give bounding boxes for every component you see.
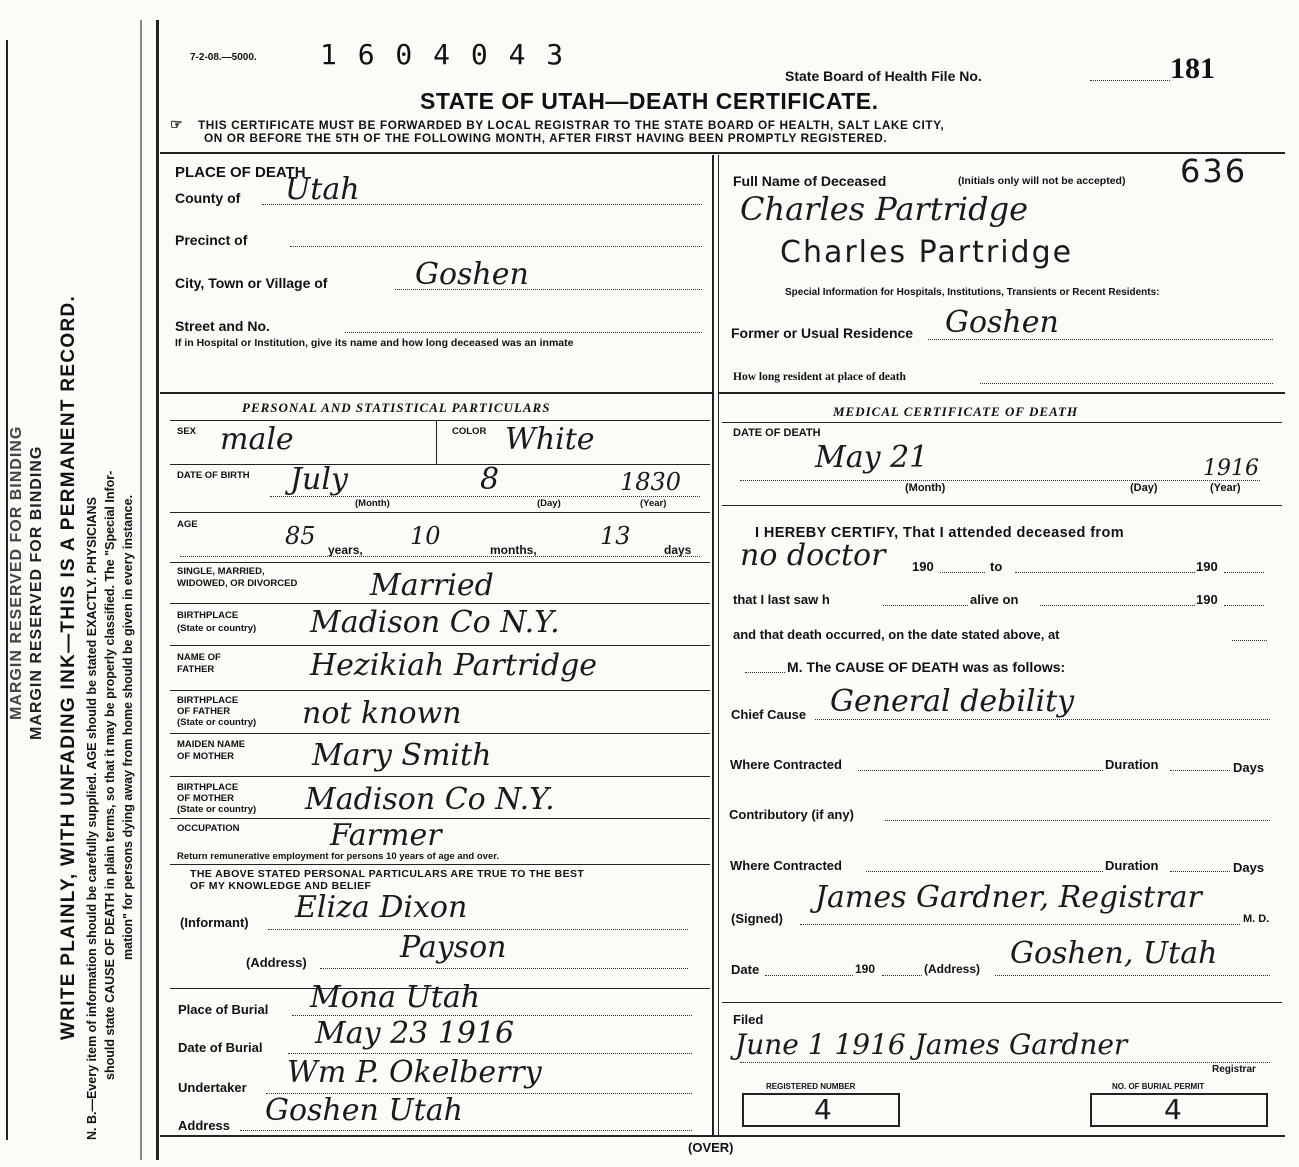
registered-number-label: REGISTERED NUMBER xyxy=(766,1082,856,1091)
dob-year-caption: (Year) xyxy=(640,498,667,509)
mother-label-1: MAIDEN NAME xyxy=(177,739,246,750)
section-rule xyxy=(718,392,1285,394)
to-year: 190 xyxy=(1196,559,1218,574)
precinct-label: Precinct of xyxy=(175,232,248,248)
stamp-number: 1 6 0 4 0 4 3 xyxy=(320,38,566,71)
dob-day-caption: (Day) xyxy=(537,498,561,509)
mother-value: Mary Smith xyxy=(312,738,492,773)
row-rule xyxy=(170,776,710,777)
days-label: Days xyxy=(1233,760,1265,775)
father-value: Hezikiah Partridge xyxy=(310,648,598,683)
father-label-2: FATHER xyxy=(177,664,215,675)
nb-note-3: mation" for persons dying away from home should be given in every instance. xyxy=(121,494,135,960)
alive-on-label: alive on xyxy=(970,592,1019,607)
mother-label-2: OF MOTHER xyxy=(177,751,234,762)
death-day-caption: (Day) xyxy=(1130,482,1158,494)
father-bp-label-1: BIRTHPLACE xyxy=(177,695,239,706)
instruction-line-1: THIS CERTIFICATE MUST BE FORWARDED BY LOCAL REGISTRAR TO THE STATE BOARD OF HEALTH, SALT LAKE CITY, xyxy=(198,118,945,132)
burial-permit-value: 4 xyxy=(1164,1093,1184,1126)
date-year: 190 xyxy=(855,962,876,976)
city-value: Goshen xyxy=(415,257,529,292)
months-label: months, xyxy=(490,543,537,557)
how-long-label: How long resident at place of death xyxy=(733,371,906,383)
birthplace-value: Madison Co N.Y. xyxy=(310,605,560,640)
section-rule xyxy=(160,392,712,394)
age-months: 10 xyxy=(410,522,441,550)
margin-rule xyxy=(140,20,142,1160)
from-year: 190 xyxy=(912,559,934,574)
informant-address-label: (Address) xyxy=(246,955,307,970)
hospital-note: If in Hospital or Institution, give its name and how long deceased was an inmate xyxy=(175,337,574,349)
last-saw-label: that I last saw h xyxy=(733,592,830,607)
filed-value: June 1 1916 James Gardner xyxy=(735,1028,1128,1061)
dob-month-caption: (Month) xyxy=(355,498,390,509)
file-number: 181 xyxy=(1170,52,1215,85)
mother-bp-value: Madison Co N.Y. xyxy=(305,782,555,817)
row-rule xyxy=(170,512,710,513)
attest-line-1: THE ABOVE STATED PERSONAL PARTICULARS ARE TRUE TO THE BEST xyxy=(190,868,585,880)
dob-year: 1830 xyxy=(620,468,682,496)
row-rule xyxy=(170,464,710,465)
residence-label: Former or Usual Residence xyxy=(731,325,914,341)
form-left-border xyxy=(156,20,159,1160)
binding-note: MARGIN RESERVED FOR BINDING xyxy=(28,445,45,740)
birthplace-label: BIRTHPLACE xyxy=(177,610,239,621)
filed-label: Filed xyxy=(733,1012,764,1027)
marital-value: Married xyxy=(370,568,494,603)
county-label: County of xyxy=(175,190,241,206)
row-rule xyxy=(170,690,710,691)
address-label: (Address) xyxy=(924,962,981,976)
dob-month: July xyxy=(290,462,348,497)
hand-pointer-icon: ☞ xyxy=(170,116,183,132)
burial-date-value: May 23 1916 xyxy=(315,1016,515,1051)
form-top-rule xyxy=(160,152,1285,154)
date-label: Date xyxy=(731,962,760,977)
full-name-note: (Initials only will not be accepted) xyxy=(958,175,1126,187)
attending-doctor: no doctor xyxy=(740,538,886,573)
county-value: Utah xyxy=(285,172,360,207)
death-year: 1916 xyxy=(1203,456,1259,481)
file-label: State Board of Health File No. xyxy=(785,68,982,84)
binding-note: MARGIN RESERVED FOR BINDING xyxy=(8,425,25,720)
age-years: 85 xyxy=(285,522,316,550)
city-label: City, Town or Village of xyxy=(175,275,328,291)
burial-place-label: Place of Burial xyxy=(178,1002,269,1017)
marital-label-1: SINGLE, MARRIED, xyxy=(177,566,265,577)
medical-section-title: MEDICAL CERTIFICATE OF DEATH xyxy=(833,404,1079,419)
dob-day: 8 xyxy=(480,462,500,497)
row-rule xyxy=(170,733,710,734)
years-label: years, xyxy=(328,543,363,557)
burial-place-value: Mona Utah xyxy=(310,980,481,1015)
residence-value: Goshen xyxy=(945,305,1059,340)
father-bp-value: not known xyxy=(302,696,462,731)
certify-line: I HEREBY CERTIFY, That I attended deceased from xyxy=(755,525,1125,541)
occurred-label: and that death occurred, on the date stated above, at xyxy=(733,627,1060,642)
days-label: days xyxy=(664,543,692,557)
place-of-death-label: PLACE OF DEATH xyxy=(175,164,306,181)
burial-permit-box xyxy=(1090,1093,1268,1127)
special-info-label: Special Information for Hospitals, Institutions, Transients or Recent Residents: xyxy=(785,287,1160,298)
days-label-2: Days xyxy=(1233,860,1265,875)
age-days: 13 xyxy=(600,522,631,550)
death-year-caption: (Year) xyxy=(1210,482,1241,494)
row-rule xyxy=(170,645,710,646)
registrar-label: Registrar xyxy=(1212,1064,1256,1075)
row-rule xyxy=(170,420,710,421)
occupation-value: Farmer xyxy=(330,818,442,853)
where-contracted-label-2: Where Contracted xyxy=(730,858,842,873)
sex-value: male xyxy=(220,422,294,457)
nb-note-2: should state CAUSE OF DEATH in plain terms, so that it may be properly classified. The "Special Infor- xyxy=(103,470,117,1080)
center-divider xyxy=(712,155,714,1135)
street-label: Street and No. xyxy=(175,318,270,334)
registered-number-value: 4 xyxy=(814,1093,834,1126)
personal-section-title: PERSONAL AND STATISTICAL PARTICULARS xyxy=(242,400,551,415)
burial-date-label: Date of Burial xyxy=(178,1040,263,1055)
signed-label: (Signed) xyxy=(731,911,783,926)
mother-bp-label-2: OF MOTHER xyxy=(177,793,234,804)
form-bottom-rule xyxy=(160,1135,1285,1137)
full-name-label: Full Name of Deceased xyxy=(733,173,887,189)
mother-bp-label-1: BIRTHPLACE xyxy=(177,782,239,793)
row-rule xyxy=(722,1002,1282,1003)
to-label: to xyxy=(990,559,1003,574)
occupation-label: OCCUPATION xyxy=(177,823,240,834)
cell-divider xyxy=(436,421,437,465)
burial-permit-label: NO. OF BURIAL PERMIT xyxy=(1112,1082,1205,1091)
duration-label: Duration xyxy=(1105,757,1159,772)
marital-label-2: WIDOWED, OR DIVORCED xyxy=(177,578,298,589)
date-of-death-label: DATE OF DEATH xyxy=(733,427,821,439)
cause-intro: M. The CAUSE OF DEATH was as follows: xyxy=(787,659,1066,675)
attest-line-2: OF MY KNOWLEDGE AND BELIEF xyxy=(190,880,372,892)
color-label: COLOR xyxy=(452,426,487,437)
dob-label: DATE OF BIRTH xyxy=(177,470,250,481)
local-number: 636 xyxy=(1180,152,1248,190)
undertaker-label: Undertaker xyxy=(178,1080,247,1095)
row-rule xyxy=(170,864,710,865)
mother-bp-label-3: (State or country) xyxy=(177,804,257,815)
center-divider xyxy=(718,155,719,1135)
deceased-name-print: Charles Partridge xyxy=(780,235,1074,270)
form-code: 7-2-08.—5000. xyxy=(190,52,257,63)
md-suffix: M. D. xyxy=(1243,913,1270,925)
chief-cause-label: Chief Cause xyxy=(731,707,807,722)
death-month-caption: (Month) xyxy=(905,482,946,494)
page-title: STATE OF UTAH—DEATH CERTIFICATE. xyxy=(420,88,879,114)
row-rule xyxy=(170,603,710,604)
chief-cause-value: General debility xyxy=(830,684,1075,719)
certifier-address: Goshen, Utah xyxy=(1010,936,1218,971)
instruction-line-2: ON OR BEFORE THE 5TH OF THE FOLLOWING MONTH, AFTER FIRST HAVING BEEN PROMPTLY REGISTERED. xyxy=(204,131,888,145)
row-rule xyxy=(722,422,1282,423)
row-rule xyxy=(170,562,710,563)
over-note: (OVER) xyxy=(688,1140,734,1155)
row-rule xyxy=(722,505,1282,506)
undertaker-address-label: Address xyxy=(178,1118,231,1133)
nb-note-1: N. B.—Every item of information should be carefully supplied. AGE should be stated EXACTLY. PHYSICIANS xyxy=(85,497,99,1140)
undertaker-address-value: Goshen Utah xyxy=(265,1093,463,1128)
father-label-1: NAME OF xyxy=(177,652,221,663)
signed-value: James Gardner, Registrar xyxy=(815,880,1202,915)
informant-label: (Informant) xyxy=(180,915,249,930)
father-bp-label-3: (State or country) xyxy=(177,717,257,728)
alive-year: 190 xyxy=(1196,592,1218,607)
death-month-day: May 21 xyxy=(815,440,929,475)
permanent-record-note: WRITE PLAINLY, WITH UNFADING INK—THIS IS A PERMANENT RECORD. xyxy=(58,294,79,1040)
deceased-name-script: Charles Partridge xyxy=(740,190,1028,228)
informant-value: Eliza Dixon xyxy=(295,890,468,925)
father-bp-label-2: OF FATHER xyxy=(177,706,231,717)
color-value: White xyxy=(505,422,595,457)
occupation-note: Return remunerative employment for persons 10 years of age and over. xyxy=(177,851,500,862)
duration-label-2: Duration xyxy=(1105,858,1159,873)
where-contracted-label: Where Contracted xyxy=(730,757,842,772)
birthplace-sub: (State or country) xyxy=(177,623,257,634)
age-label: AGE xyxy=(177,519,198,530)
informant-address-value: Payson xyxy=(400,930,507,965)
undertaker-value: Wm P. Okelberry xyxy=(287,1055,542,1090)
contributory-label: Contributory (if any) xyxy=(729,807,854,822)
registered-number-box xyxy=(742,1093,900,1127)
sex-label: SEX xyxy=(177,426,197,437)
